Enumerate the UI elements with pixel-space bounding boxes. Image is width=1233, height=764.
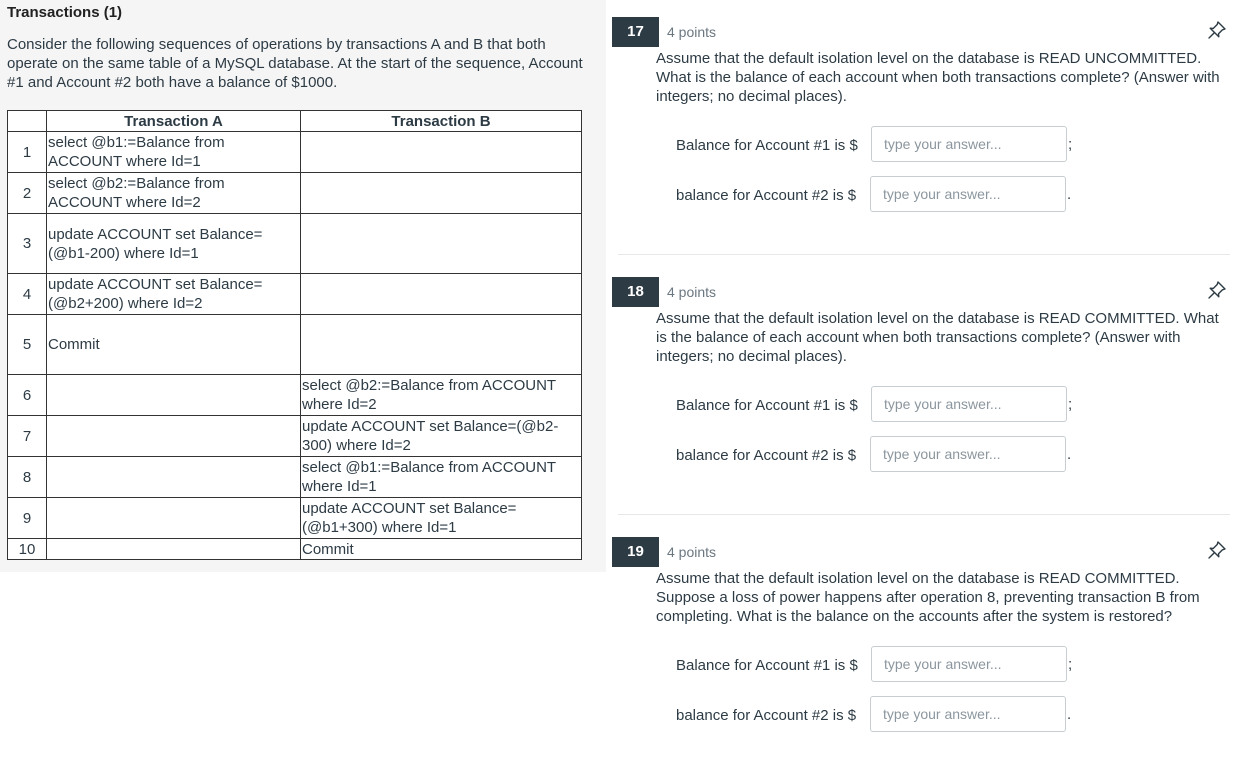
- instructions-title: Transactions (1): [7, 4, 123, 21]
- table-row: [8, 173, 582, 214]
- row-number: 9: [8, 498, 47, 539]
- transaction-a-cell: [47, 498, 301, 539]
- answer-punctuation: .: [1067, 706, 1072, 723]
- row-number: 8: [8, 457, 47, 498]
- table-row: [8, 457, 582, 498]
- transaction-a-cell: [47, 375, 301, 416]
- row-number: 1: [8, 132, 47, 173]
- table-header-transaction-b: Transaction B: [301, 111, 582, 132]
- transaction-a-cell: select @b1:=Balance from ACCOUNT where Id=1: [47, 132, 301, 173]
- answer-input-account-2[interactable]: [870, 176, 1066, 212]
- table-header-transaction-a: Transaction A: [47, 111, 301, 132]
- transactions-table: [7, 110, 582, 560]
- answer-input-account-2[interactable]: [870, 436, 1066, 472]
- question-points: 4 points: [667, 284, 717, 300]
- answer-label-account-1: Balance for Account #1 is $: [676, 657, 858, 674]
- table-row: [8, 214, 582, 274]
- question-points: 4 points: [667, 544, 717, 560]
- row-number: 4: [8, 274, 47, 315]
- transaction-b-cell: select @b1:=Balance from ACCOUNT where Id=1: [301, 457, 582, 498]
- transaction-b-cell: Commit: [301, 539, 582, 560]
- answer-label-account-2: balance for Account #2 is $: [676, 707, 857, 724]
- answer-label-account-2: balance for Account #2 is $: [676, 187, 857, 204]
- row-number: 2: [8, 173, 47, 214]
- transaction-a-cell: [47, 539, 301, 560]
- question-number-badge: 19: [612, 537, 659, 567]
- table-header-num: [8, 111, 47, 132]
- transaction-a-cell: select @b2:=Balance from ACCOUNT where Id=2: [47, 173, 301, 214]
- table-row: [8, 416, 582, 457]
- question-number-badge: 17: [612, 17, 659, 47]
- transaction-b-cell: [301, 315, 582, 375]
- table-row: [8, 315, 582, 375]
- question-divider: [618, 514, 1230, 515]
- transaction-b-cell: select @b2:=Balance from ACCOUNT where Id=2: [301, 375, 582, 416]
- answer-punctuation: .: [1067, 446, 1072, 463]
- answer-input-account-1[interactable]: [871, 646, 1067, 682]
- table-row: [8, 132, 582, 173]
- table-header-row: [8, 111, 582, 132]
- answer-input-account-2[interactable]: [870, 696, 1066, 732]
- transaction-b-cell: [301, 173, 582, 214]
- transaction-a-cell: update ACCOUNT set Balance=(@b2+200) where Id=2: [47, 274, 301, 315]
- table-row: [8, 274, 582, 315]
- question-text: Assume that the default isolation level on the database is READ UNCOMMITTED. What is the balance of each account when both transactions complete? (Answer with integers; no decimal places).: [656, 50, 1220, 105]
- transaction-b-cell: [301, 214, 582, 274]
- question-text: Assume that the default isolation level on the database is READ COMMITTED. Suppose a loss of power happens after operation 8, preventing transaction B from completing. What is the balance on the accounts after the system is restored?: [656, 570, 1200, 625]
- answer-label-account-2: balance for Account #2 is $: [676, 447, 857, 464]
- row-number: 7: [8, 416, 47, 457]
- transaction-b-cell: [301, 274, 582, 315]
- answer-label-account-1: Balance for Account #1 is $: [676, 137, 858, 154]
- answer-input-account-1[interactable]: [871, 126, 1067, 162]
- transaction-b-cell: update ACCOUNT set Balance=(@b1+300) where Id=1: [301, 498, 582, 539]
- answer-input-account-1[interactable]: [871, 386, 1067, 422]
- table-row: [8, 375, 582, 416]
- question-number-badge: 18: [612, 277, 659, 307]
- transaction-a-cell: Commit: [47, 315, 301, 375]
- answer-punctuation: ;: [1068, 396, 1073, 413]
- pin-icon[interactable]: [1207, 280, 1227, 300]
- row-number: 3: [8, 214, 47, 274]
- question-points: 4 points: [667, 24, 717, 40]
- transaction-a-cell: update ACCOUNT set Balance=(@b1-200) where Id=1: [47, 214, 301, 274]
- question-text: Assume that the default isolation level on the database is READ COMMITTED. What is the balance of each account when both transactions complete? (Answer with integers; no decimal places).: [656, 310, 1219, 365]
- answer-punctuation: ;: [1068, 656, 1073, 673]
- pin-icon[interactable]: [1207, 20, 1227, 40]
- row-number: 10: [8, 539, 47, 560]
- table-row: [8, 498, 582, 539]
- answer-label-account-1: Balance for Account #1 is $: [676, 397, 858, 414]
- answer-punctuation: .: [1067, 186, 1072, 203]
- answer-punctuation: ;: [1068, 136, 1073, 153]
- transaction-a-cell: [47, 416, 301, 457]
- transaction-a-cell: [47, 457, 301, 498]
- transaction-b-cell: [301, 132, 582, 173]
- table-row: [8, 539, 582, 560]
- row-number: 6: [8, 375, 47, 416]
- instructions-intro: Consider the following sequences of operations by transactions A and B that both operate on the same table of a MySQL database. At the start of the sequence, Account #1 and Account #2 both have a balance of $1000.: [7, 36, 583, 91]
- row-number: 5: [8, 315, 47, 375]
- instructions-panel: [0, 0, 606, 572]
- pin-icon[interactable]: [1207, 540, 1227, 560]
- transaction-b-cell: update ACCOUNT set Balance=(@b2-300) where Id=2: [301, 416, 582, 457]
- question-divider: [618, 254, 1230, 255]
